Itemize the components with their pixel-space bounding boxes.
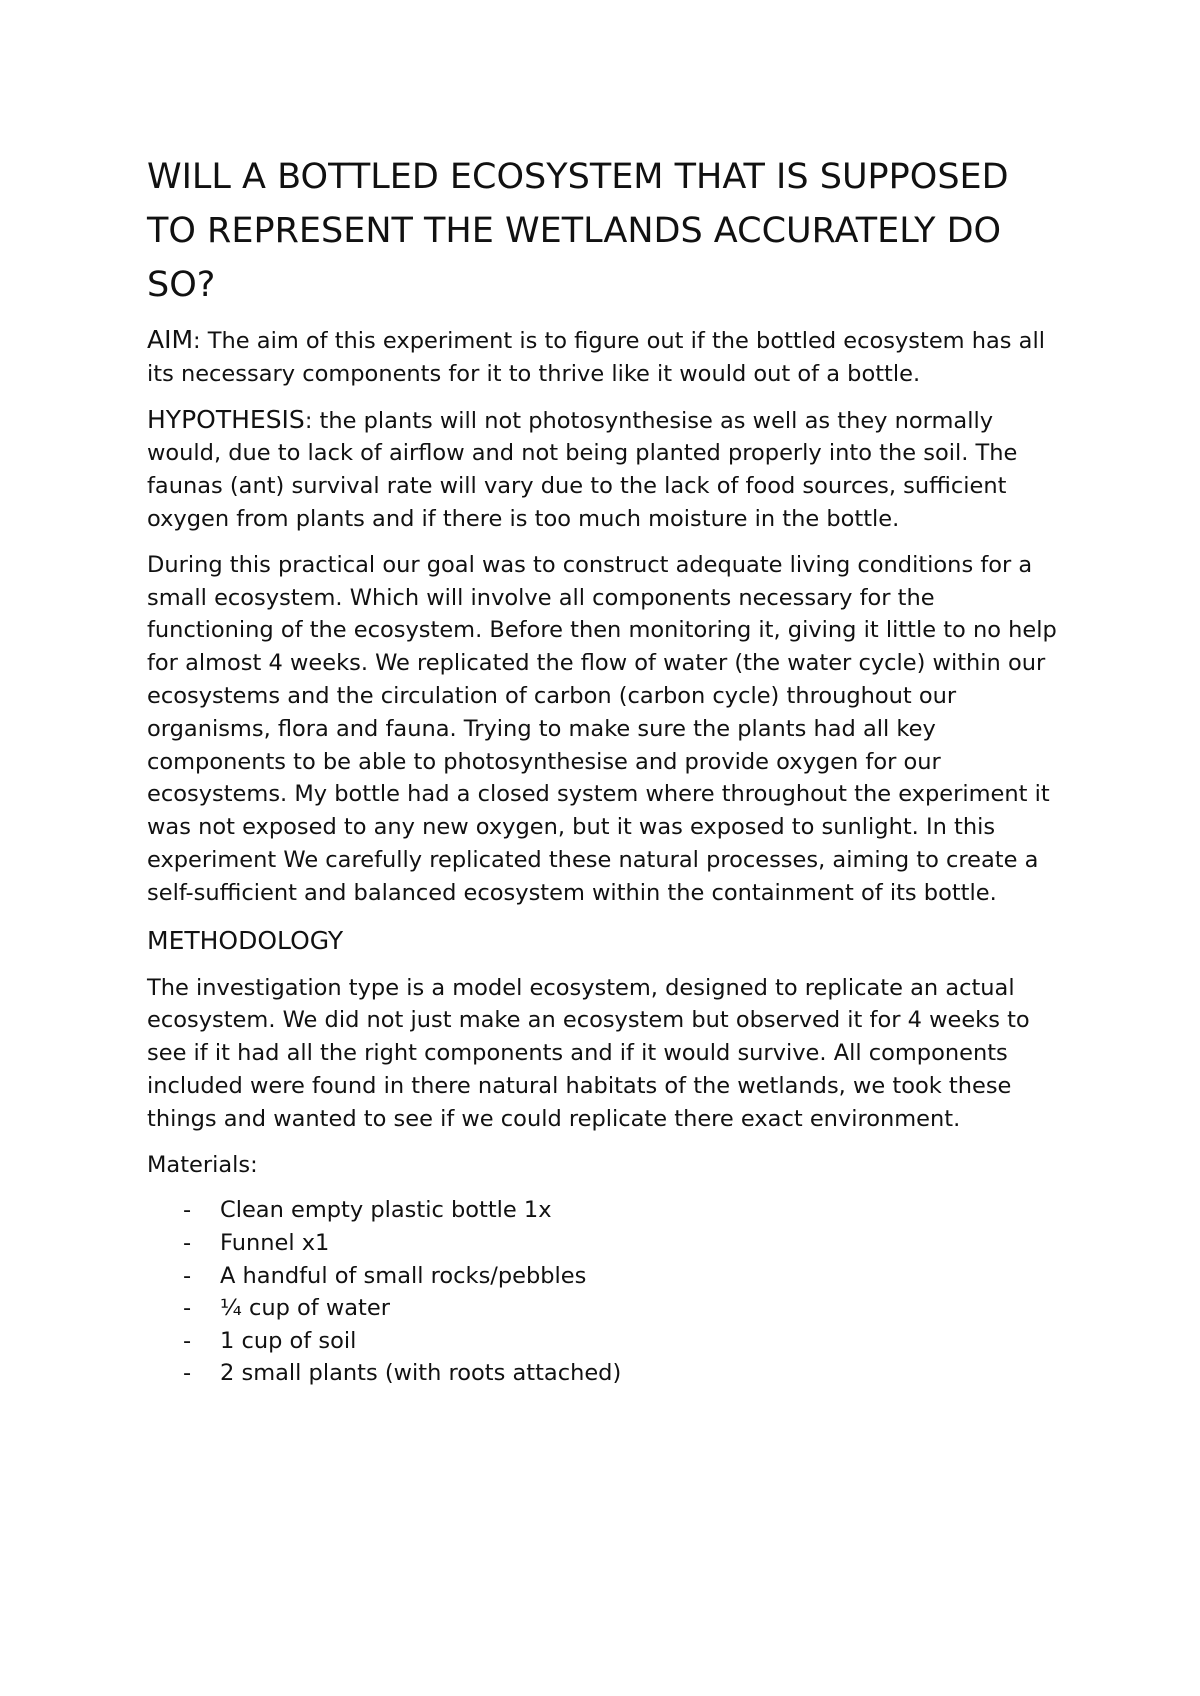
list-bullet: - <box>183 1229 192 1256</box>
materials-list <box>147 1194 1067 1390</box>
aim-label: AIM <box>147 325 194 354</box>
materials-list-item <box>183 1325 1067 1358</box>
hypothesis-text: : the plants will not photosynthesise as well as they normally would, due to lack of airflow and not being planted properly into the soil. The faunas (ant) survival rate will vary due to the lack of food sources, sufficient oxygen from plants and if there is too much moisture in the bottle. <box>147 407 1018 532</box>
methodology-paragraph: The investigation type is a model ecosystem, designed to replicate an actual ecosystem. We did not just make an ecosystem but observed it for 4 weeks to see if it had all the right components and if it would survive. All components included were found in there natural habitats of the wetlands, we took these things and wanted to see if we could replicate there exact environment. <box>147 974 1030 1132</box>
materials-item-text: Clean empty plastic bottle 1x <box>220 1197 552 1224</box>
materials-list-item <box>183 1227 1067 1260</box>
intro-paragraph: During this practical our goal was to construct adequate living conditions for a small ecosystem. Which will involve all components necessary for the functioning of the ecosystem. Before then monitoring it, giving it little to no help for almost 4 weeks. We replicated the flow of water (the water cycle) within our ecosystems and the circulation of carbon (carbon cycle) throughout our organisms, flora and fauna. Trying to make sure the plants had all key components to be able to photosynthesise and provide oxygen for our ecosystems. My bottle had a closed system where throughout the experiment it was not exposed to any new oxygen, but it was exposed to sunlight. In this experiment We carefully replicated these natural processes, aiming to create a self-sufficient and balanced ecosystem within the containment of its bottle. <box>147 551 1057 906</box>
document-title: WILL A BOTTLED ECOSYSTEM THAT IS SUPPOSED TO REPRESENT THE WETLANDS ACCURATELY DO SO? <box>147 157 1009 305</box>
materials-list-item <box>183 1260 1067 1293</box>
aim-paragraph <box>147 324 1067 391</box>
materials-item-text: A handful of small rocks/pebbles <box>220 1262 587 1289</box>
list-bullet: - <box>183 1295 192 1322</box>
materials-list-item <box>183 1194 1067 1227</box>
materials-item-text: ¼ cup of water <box>220 1295 390 1322</box>
methodology-heading: METHODOLOGY <box>147 925 344 955</box>
materials-list-item <box>183 1357 1067 1390</box>
list-bullet: - <box>183 1327 192 1354</box>
aim-text: : The aim of this experiment is to figure out if the bottled ecosystem has all its necessary components for it to thrive like it would out of a bottle. <box>147 328 1045 387</box>
materials-item-text: 1 cup of soil <box>220 1327 357 1354</box>
materials-label: Materials: <box>147 1151 258 1178</box>
materials-list-item <box>183 1292 1067 1325</box>
hypothesis-paragraph <box>147 404 1067 536</box>
document-page <box>147 150 1067 1390</box>
hypothesis-label: HYPOTHESIS <box>147 404 305 434</box>
list-bullet: - <box>183 1197 192 1224</box>
list-bullet: - <box>183 1262 192 1289</box>
materials-item-text: Funnel x1 <box>220 1229 330 1256</box>
list-bullet: - <box>183 1360 192 1387</box>
materials-item-text: 2 small plants (with roots attached) <box>220 1360 622 1387</box>
